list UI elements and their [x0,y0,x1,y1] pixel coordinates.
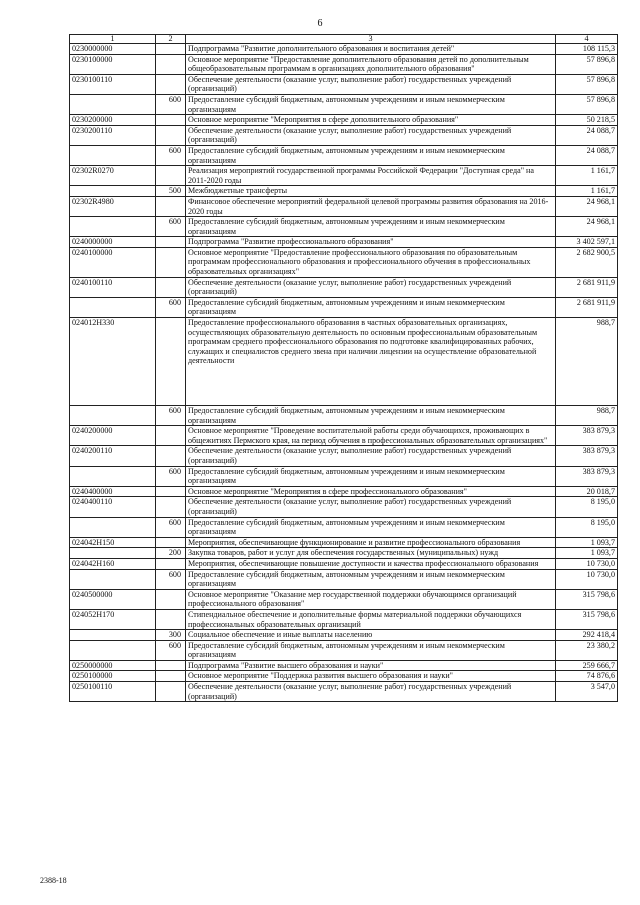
table-row [70,44,618,55]
amount-cell: 8 195,0 [556,517,618,537]
classification-code-cell: 0240400000 [70,486,156,497]
classification-code-cell: 0230100000 [70,54,156,74]
expense-type-cell [156,237,186,248]
table-row [70,166,618,186]
footer-code: 2388-18 [40,876,67,885]
expense-type-cell: 600 [156,466,186,486]
item-name-cell: Предоставление субсидий бюджетным, автономным учреждениям и иным некоммерческим организациям [186,297,556,317]
item-name-cell: Предоставление субсидий бюджетным, автономным учреждениям и иным некоммерческим организациям [186,94,556,114]
classification-code-cell: 0230200110 [70,125,156,145]
item-name-cell: Обеспечение деятельности (оказание услуг, выполнение работ) государственных учреждений (организаций) [186,125,556,145]
amount-cell: 2 681 911,9 [556,297,618,317]
amount-cell: 24 968,1 [556,196,618,216]
expense-type-cell [156,44,186,55]
amount-cell: 24 088,7 [556,145,618,165]
amount-cell: 57 896,8 [556,74,618,94]
item-name-cell: Стипендиальное обеспечение и дополнительные формы материальной поддержки обучающихся профессиональных образовательных организаций [186,609,556,629]
amount-cell: 988,7 [556,318,618,406]
expense-type-cell: 600 [156,517,186,537]
table-row [70,247,618,277]
item-name-cell: Мероприятия, обеспечивающие функционирование и развитие профессионального образования [186,537,556,548]
item-name-cell: Обеспечение деятельности (оказание услуг, выполнение работ) государственных учреждений (организаций) [186,497,556,517]
item-name-cell: Основное мероприятие "Проведение воспитательной работы среди обучающихся, проживающих в общежитиях Пермского края, на период обучения в профессиональных образовательных организациях" [186,426,556,446]
item-name-cell: Предоставление субсидий бюджетным, автономным учреждениям и иным некоммерческим организациям [186,517,556,537]
expense-type-cell [156,277,186,297]
item-name-cell: Предоставление профессионального образования в частных образовательных организациях, осуществляющих образовательную деятельность по основным профессиональным образовательным программам среднего профессионального образования по подготовке квалифицированных рабочих, служащих и специалистов среднего звена при наличии лицензии на осуществление образовательной деятельности [186,318,556,406]
classification-code-cell: 024052Н170 [70,609,156,629]
item-name-cell: Социальное обеспечение и иные выплаты населению [186,630,556,641]
expense-type-cell: 200 [156,548,186,559]
table-row [70,297,618,317]
table-row [70,446,618,466]
amount-cell: 20 018,7 [556,486,618,497]
table-row [70,558,618,569]
header-col-4: 4 [556,35,618,44]
table-row [70,589,618,609]
classification-code-cell: 0240400110 [70,497,156,517]
amount-cell: 1 093,7 [556,537,618,548]
classification-code-cell [70,406,156,426]
table-row [70,497,618,517]
classification-code-cell: 0230000000 [70,44,156,55]
item-name-cell: Основное мероприятие "Поддержка развития высшего образования и науки" [186,671,556,682]
table-row [70,94,618,114]
classification-code-cell [70,466,156,486]
classification-code-cell [70,297,156,317]
amount-cell: 383 879,3 [556,466,618,486]
item-name-cell: Основное мероприятие "Мероприятия в сфере дополнительного образования" [186,115,556,126]
amount-cell: 8 195,0 [556,497,618,517]
item-name-cell: Предоставление субсидий бюджетным, автономным учреждениям и иным некоммерческим организациям [186,217,556,237]
expense-type-cell [156,426,186,446]
amount-cell: 3 402 597,1 [556,237,618,248]
classification-code-cell: 0250000000 [70,660,156,671]
item-name-cell: Основное мероприятие "Оказание мер государственной поддержки обучающимся организаций профессионального образования" [186,589,556,609]
expense-type-cell [156,609,186,629]
table-row [70,486,618,497]
table-row [70,237,618,248]
table-row [70,671,618,682]
classification-code-cell [70,569,156,589]
classification-code-cell [70,217,156,237]
table-row [70,115,618,126]
expense-type-cell [156,497,186,517]
expense-type-cell [156,486,186,497]
expense-type-cell: 600 [156,297,186,317]
classification-code-cell [70,94,156,114]
classification-code-cell: 0230200000 [70,115,156,126]
table-row [70,517,618,537]
item-name-cell: Основное мероприятие "Мероприятия в сфере профессионального образования" [186,486,556,497]
item-name-cell: Подпрограмма "Развитие профессионального образования" [186,237,556,248]
item-name-cell: Предоставление субсидий бюджетным, автономным учреждениям и иным некоммерческим организациям [186,640,556,660]
table-row [70,217,618,237]
page-number: 6 [317,18,323,29]
amount-cell: 1 093,7 [556,548,618,559]
header-col-3: 3 [186,35,556,44]
item-name-cell: Обеспечение деятельности (оказание услуг, выполнение работ) государственных учреждений (организаций) [186,682,556,702]
amount-cell: 292 418,4 [556,630,618,641]
expense-type-cell [156,166,186,186]
classification-code-cell [70,630,156,641]
item-name-cell: Обеспечение деятельности (оказание услуг, выполнение работ) государственных учреждений (организаций) [186,446,556,466]
classification-code-cell: 0240200110 [70,446,156,466]
budget-table [69,34,618,702]
expense-type-cell [156,446,186,466]
table-row [70,74,618,94]
expense-type-cell [156,74,186,94]
amount-cell: 2 681 911,9 [556,277,618,297]
expense-type-cell: 500 [156,186,186,197]
classification-code-cell: 0230100110 [70,74,156,94]
classification-code-cell: 0240500000 [70,589,156,609]
amount-cell: 24 088,7 [556,125,618,145]
amount-cell: 315 798,6 [556,589,618,609]
classification-code-cell: 0250100000 [70,671,156,682]
expense-type-cell [156,247,186,277]
table-row [70,426,618,446]
item-name-cell: Предоставление субсидий бюджетным, автономным учреждениям и иным некоммерческим организациям [186,145,556,165]
table-row [70,466,618,486]
classification-code-cell: 0240100110 [70,277,156,297]
classification-code-cell: 02302R0270 [70,166,156,186]
table-row [70,145,618,165]
expense-type-cell: 600 [156,569,186,589]
item-name-cell: Межбюджетные трансферты [186,186,556,197]
expense-type-cell [156,54,186,74]
item-name-cell: Реализация мероприятий государственной программы Российской Федерации "Доступная среда" на 2011-2020 годы [186,166,556,186]
expense-type-cell: 600 [156,640,186,660]
table-row [70,54,618,74]
classification-code-cell: 024042Н160 [70,558,156,569]
amount-cell: 383 879,3 [556,446,618,466]
classification-code-cell: 0240100000 [70,247,156,277]
expense-type-cell [156,558,186,569]
header-col-2: 2 [156,35,186,44]
classification-code-cell [70,640,156,660]
table-row [70,186,618,197]
amount-cell: 108 115,3 [556,44,618,55]
table-row [70,537,618,548]
table-row [70,660,618,671]
expense-type-cell [156,115,186,126]
table-row [70,406,618,426]
expense-type-cell [156,682,186,702]
item-name-cell: Финансовое обеспечение мероприятий федеральной целевой программы развития образования на 2016-2020 годы [186,196,556,216]
table-row [70,548,618,559]
expense-type-cell [156,125,186,145]
expense-type-cell [156,537,186,548]
classification-code-cell: 0240200000 [70,426,156,446]
amount-cell: 315 798,6 [556,609,618,629]
item-name-cell: Основное мероприятие "Предоставление профессионального образования по образовательным программам профессионального образования и профессионального обучения в профессиональных образовательных организациях" [186,247,556,277]
amount-cell: 50 218,5 [556,115,618,126]
item-name-cell: Основное мероприятие "Предоставление дополнительного образования детей по дополнительным общеобразовательным программам в организациях дополнительного образования" [186,54,556,74]
expense-type-cell: 600 [156,94,186,114]
item-name-cell: Обеспечение деятельности (оказание услуг, выполнение работ) государственных учреждений (организаций) [186,277,556,297]
classification-code-cell [70,517,156,537]
expense-type-cell: 600 [156,406,186,426]
classification-code-cell: 02302R4980 [70,196,156,216]
item-name-cell: Подпрограмма "Развитие дополнительного образования и воспитания детей" [186,44,556,55]
classification-code-cell [70,548,156,559]
classification-code-cell: 024012Н330 [70,318,156,406]
item-name-cell: Мероприятия, обеспечивающие повышение доступности и качества профессионального образования [186,558,556,569]
amount-cell: 10 730,0 [556,558,618,569]
amount-cell: 259 666,7 [556,660,618,671]
table-row [70,196,618,216]
classification-code-cell: 024042Н150 [70,537,156,548]
item-name-cell: Предоставление субсидий бюджетным, автономным учреждениям и иным некоммерческим организациям [186,569,556,589]
expense-type-cell [156,318,186,406]
expense-type-cell: 600 [156,217,186,237]
item-name-cell: Обеспечение деятельности (оказание услуг, выполнение работ) государственных учреждений (организаций) [186,74,556,94]
amount-cell: 24 968,1 [556,217,618,237]
expense-type-cell: 300 [156,630,186,641]
amount-cell: 2 682 900,5 [556,247,618,277]
item-name-cell: Закупка товаров, работ и услуг для обеспечения государственных (муниципальных) нужд [186,548,556,559]
amount-cell: 23 380,2 [556,640,618,660]
classification-code-cell [70,145,156,165]
item-name-cell: Предоставление субсидий бюджетным, автономным учреждениям и иным некоммерческим организациям [186,406,556,426]
amount-cell: 57 896,8 [556,54,618,74]
amount-cell: 10 730,0 [556,569,618,589]
amount-cell: 383 879,3 [556,426,618,446]
expense-type-cell [156,196,186,216]
expense-type-cell [156,660,186,671]
header-col-1: 1 [70,35,156,44]
amount-cell: 988,7 [556,406,618,426]
classification-code-cell [70,186,156,197]
amount-cell: 57 896,8 [556,94,618,114]
table-row [70,277,618,297]
amount-cell: 74 876,6 [556,671,618,682]
table-row [70,125,618,145]
item-name-cell: Подпрограмма "Развитие высшего образования и науки" [186,660,556,671]
table-row [70,609,618,629]
expense-type-cell: 600 [156,145,186,165]
item-name-cell: Предоставление субсидий бюджетным, автономным учреждениям и иным некоммерческим организациям [186,466,556,486]
classification-code-cell: 0250100110 [70,682,156,702]
table-row [70,569,618,589]
table-row [70,630,618,641]
classification-code-cell: 0240000000 [70,237,156,248]
expense-type-cell [156,589,186,609]
amount-cell: 1 161,7 [556,166,618,186]
table-header-row [70,35,618,44]
table-row [70,318,618,406]
table-row [70,640,618,660]
amount-cell: 3 547,0 [556,682,618,702]
amount-cell: 1 161,7 [556,186,618,197]
table-row [70,682,618,702]
expense-type-cell [156,671,186,682]
